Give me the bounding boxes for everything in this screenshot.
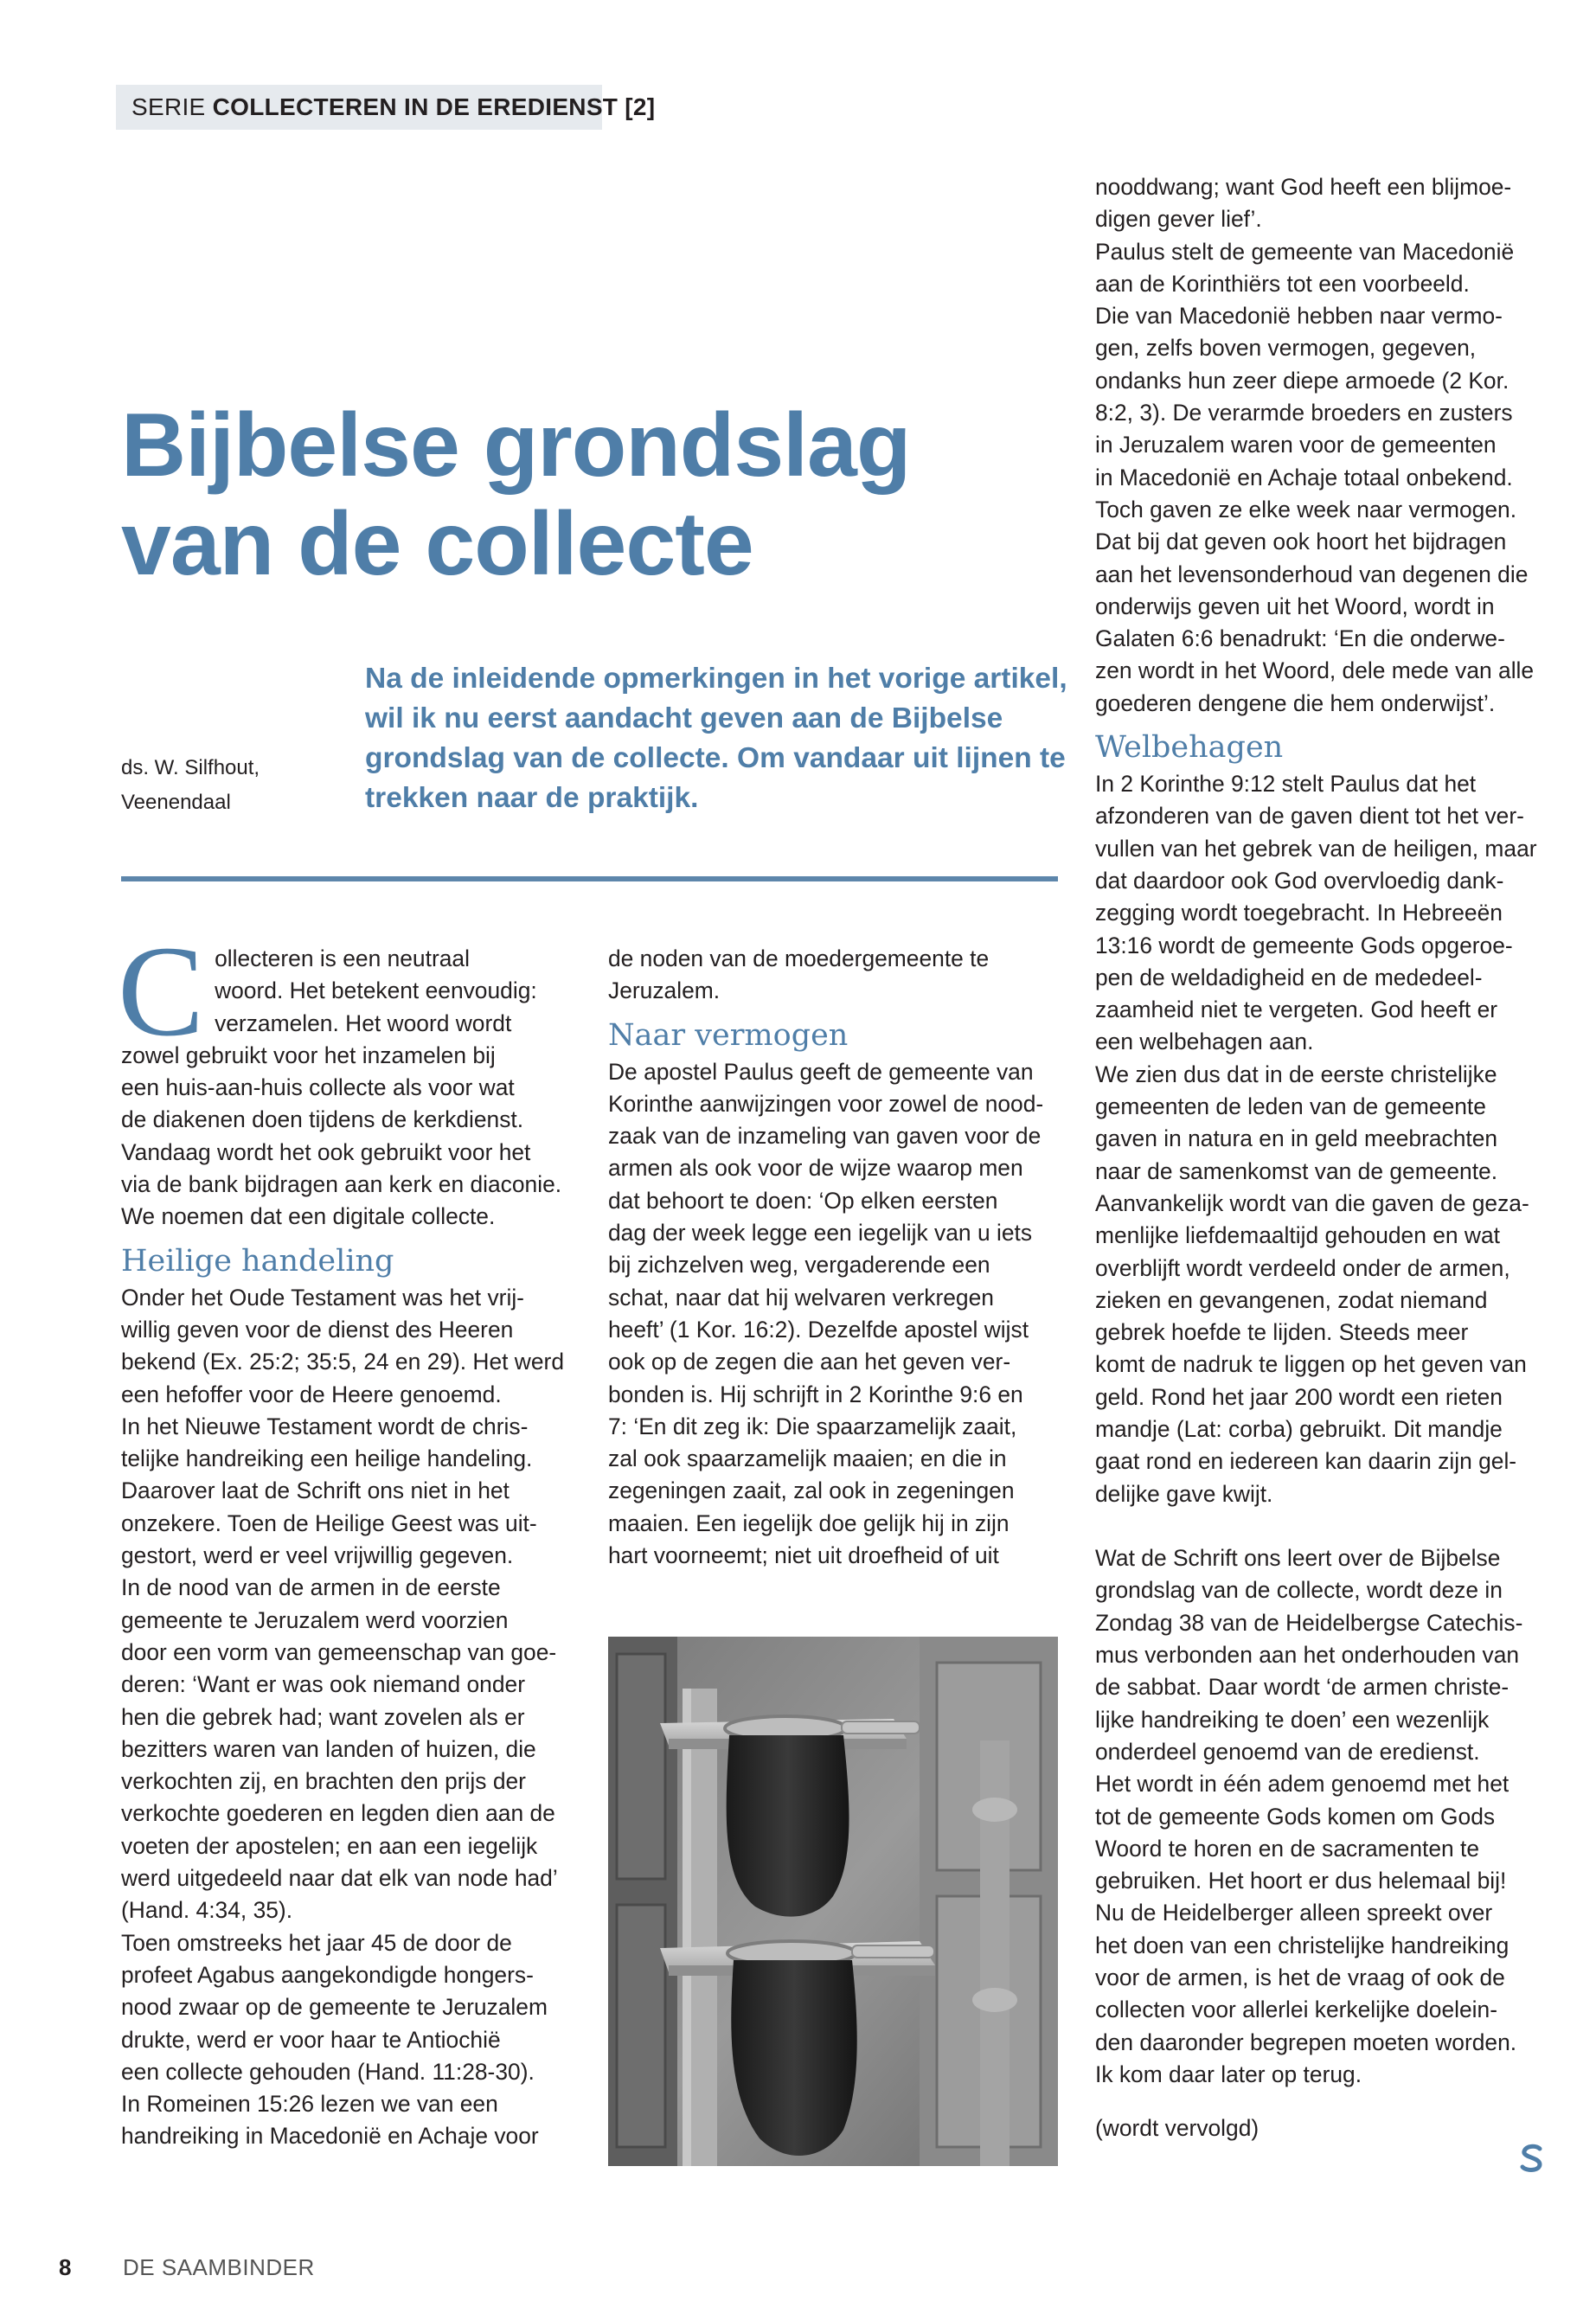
series-prefix: SERIE (131, 93, 206, 120)
text-line: De apostel Paulus geeft de gemeente van (608, 1058, 1034, 1085)
subheading-welbehagen: Welbehagen (1095, 730, 1284, 766)
text-line: woord. Het betekent eenvoudig: (215, 977, 537, 1004)
column-3 (1095, 171, 1554, 2145)
text-line: in Macedonië en Achaje totaal onbekend. (1095, 464, 1513, 490)
text-line: onderwijs geven uit het Woord, wordt in (1095, 593, 1495, 619)
text-line: gebruiken. Het hoort er dus helemaal bij! (1095, 1868, 1507, 1894)
text-line: We zien dus dat in de eerste christelijke (1095, 1061, 1497, 1087)
col1-paragraph-2 (121, 1282, 571, 2153)
text-line: geld. Rond het jaar 200 wordt een rieten (1095, 1383, 1503, 1410)
intro-line: trekken naar de praktijk. (365, 782, 699, 814)
text-line: lijke handreiking te doen’ een wezenlijk (1095, 1706, 1490, 1733)
text-line: de diakenen doen tijdens de kerkdienst. (121, 1106, 524, 1133)
text-line: Daarover laat de Schrift ons niet in het (121, 1477, 510, 1504)
col2-paragraph-1 (608, 943, 1058, 1008)
article-intro (365, 659, 1067, 818)
magazine-name: DE SAAMBINDER (123, 2254, 315, 2280)
text-line: bekend (Ex. 25:2; 35:5, 24 en 29). Het werd (121, 1349, 565, 1375)
text-line: In het Nieuwe Testament wordt de chris- (121, 1413, 529, 1439)
text-line: zowel gebruikt voor het inzamelen bij (121, 1042, 496, 1068)
text-line: (Hand. 4:34, 35). (121, 1897, 293, 1924)
text-line: bezitters waren van landen of huizen, die (121, 1735, 536, 1762)
text-line: een collecte gehouden (Hand. 11:28-30). (121, 2058, 535, 2085)
text-line: zegging wordt toegebracht. In Hebreeën (1095, 900, 1503, 926)
text-line: telijke handreiking een heilige handeling. (121, 1445, 533, 1472)
text-line: verzamelen. Het woord wordt (215, 1009, 512, 1036)
text-line: gaven in natura en in geld meebrachten (1095, 1125, 1498, 1152)
text-line: Nu de Heidelberger alleen spreekt over (1095, 1900, 1493, 1926)
text-line: menlijke liefdemaaltijd gehouden en wat (1095, 1222, 1500, 1249)
text-line: In 2 Korinthe 9:12 stelt Paulus dat het (1095, 771, 1477, 798)
text-line: mus verbonden aan het onderhouden van (1095, 1642, 1520, 1669)
paragraph-gap (1095, 2091, 1554, 2112)
drop-cap: C (118, 920, 205, 1063)
intro-line: Na de inleidende opmerkingen in het vorige artikel, (365, 663, 1067, 695)
text-line: ondanks hun zeer diepe armoede (2 Kor. (1095, 367, 1509, 394)
text-line: ook op de zegen die aan het geven ver- (608, 1349, 1011, 1375)
text-line: een welbehagen aan. (1095, 1029, 1314, 1055)
text-line: nood zwaar op de gemeente te Jeruzalem (121, 1994, 548, 2021)
text-line: gaat rond en iedereen kan daarin zijn gel- (1095, 1448, 1517, 1475)
collection-bags-photo (608, 1637, 1058, 2166)
text-line: aan het levensonderhoud van degenen die (1095, 561, 1529, 587)
text-line: Ik kom daar later op terug. (1095, 2061, 1362, 2087)
text-line: Zondag 38 van de Heidelbergse Catechis- (1095, 1609, 1523, 1636)
series-tag (116, 85, 656, 130)
text-line: via de bank bijdragen aan kerk en diaconie. (121, 1171, 562, 1198)
text-line: een huis-aan-huis collecte als voor wat (121, 1074, 515, 1101)
text-line: gemeente te Jeruzalem werd voorzien (121, 1606, 509, 1633)
text-line: Die van Macedonië hebben naar vermo- (1095, 303, 1503, 330)
text-line: nooddwang; want God heeft een blijmoe- (1095, 174, 1512, 200)
author-byline (121, 751, 346, 820)
text-line: gemeenten de leden van de gemeente (1095, 1093, 1486, 1120)
text-line: de noden van de moedergemeente te (608, 945, 990, 971)
text-line: In de nood van de armen in de eerste (121, 1574, 501, 1601)
intro-line: grondslag van de collecte. Om vandaar uit lijnen te (365, 742, 1066, 774)
text-line: Woord te horen en de sacramenten te (1095, 1835, 1480, 1862)
title-line: Bijbelse grondslag (121, 395, 911, 496)
article-title (121, 396, 1029, 593)
text-line: tot de gemeente Gods komen om Gods (1095, 1803, 1496, 1830)
text-line: vullen van het gebrek van de heiligen, maar (1095, 835, 1537, 862)
text-line: Toen omstreeks het jaar 45 de door de (121, 1929, 512, 1956)
text-line: 8:2, 3). De verarmde broeders en zusters (1095, 400, 1513, 426)
text-line: de sabbat. Daar wordt ‘de armen christe- (1095, 1674, 1509, 1701)
text-line: zaak van de inzameling van gaven voor de (608, 1123, 1042, 1150)
page-number: 8 (59, 2254, 72, 2280)
text-line: ollecteren is een neutraal (215, 945, 470, 971)
text-line: naar de samenkomst van de gemeente. (1095, 1157, 1498, 1184)
text-line: Wat de Schrift ons leert over de Bijbelse (1095, 1545, 1501, 1572)
text-line: den daaronder begrepen moeten worden. (1095, 2029, 1517, 2055)
text-line: bij zichzelven weg, vergaderende een (608, 1252, 990, 1279)
col3-paragraph-2 (1095, 768, 1554, 1510)
text-line: willig geven voor de dienst des Heeren (121, 1316, 514, 1343)
text-line: het doen van een christelijke handreiking (1095, 1932, 1509, 1958)
text-line: maaien. Een iegelijk doe gelijk hij in zijn (608, 1509, 1010, 1536)
text-line: In Romeinen 15:26 lezen we van een (121, 2091, 498, 2118)
text-line: profeet Agabus aangekondigde hongers- (121, 1961, 534, 1988)
text-line: zal ook spaarzamelijk maaien; en die in (608, 1445, 1007, 1472)
text-line: zegeningen zaait, zal ook in zegeningen (608, 1477, 1015, 1504)
text-line: Jeruzalem. (608, 977, 721, 1004)
text-line: in Jeruzalem waren voor de gemeenten (1095, 432, 1497, 458)
text-line: goederen dengene die hem onderwijst’. (1095, 689, 1496, 716)
text-line: zieken en gevangenen, zodat niemand (1095, 1286, 1488, 1313)
text-line: Toch gaven ze elke week naar vermogen. (1095, 496, 1517, 522)
text-line: Dat bij dat geven ook hoort het bijdragen (1095, 529, 1507, 555)
to-be-continued: (wordt vervolgd) (1095, 2115, 1259, 2142)
text-line: armen als ook voor de wijze waarop men (608, 1155, 1023, 1182)
text-line: deren: ‘Want er was ook niemand onder (121, 1671, 525, 1698)
text-line: dat daardoor ook God overvloedig dank- (1095, 867, 1504, 894)
author-location: Veenendaal (121, 791, 231, 814)
text-line: een hefoffer voor de Heere genoemd. (121, 1381, 502, 1407)
series-title: COLLECTEREN IN DE EREDIENST [2] (212, 93, 656, 120)
col3-paragraph-1 (1095, 171, 1554, 720)
text-line: Aanvankelijk wordt van die gaven de geza- (1095, 1189, 1529, 1216)
text-line: heeft’ (1 Kor. 16:2). Dezelfde apostel wijst (608, 1316, 1029, 1343)
text-line: grondslag van de collecte, wordt deze in (1095, 1577, 1503, 1604)
text-line: bonden is. Hij schrijft in 2 Korinthe 9:6 en (608, 1381, 1023, 1407)
text-line: verkochten zij, en brachten den prijs der (121, 1768, 526, 1795)
column-2 (608, 943, 1058, 1572)
intro-line: wil ik nu eerst aandacht geven aan de Bijbelse (365, 702, 1003, 734)
text-line: dat behoort te doen: ‘Op elken eersten (608, 1187, 998, 1214)
author-name: ds. W. Silfhout, (121, 756, 260, 779)
divider-rule (121, 876, 1058, 881)
column-1 (118, 920, 571, 2153)
text-line: schat, naar dat hij welvaren verkregen (608, 1284, 994, 1311)
saambinder-s-logo-icon (1519, 2144, 1545, 2173)
text-line: mandje (Lat: corba) gebruikt. Dit mandje (1095, 1415, 1503, 1442)
text-line: pen de weldadigheid en de mededeel- (1095, 964, 1483, 990)
text-line: 13:16 wordt de gemeente Gods opgeroe- (1095, 932, 1513, 958)
text-line: voeten der apostelen; en aan een iegelijk (121, 1832, 538, 1859)
text-line: zaamheid niet te vergeten. God heeft er (1095, 997, 1498, 1023)
text-line: onzekere. Toen de Heilige Geest was uit- (121, 1509, 537, 1536)
text-line: komt de nadruk te liggen op het geven van (1095, 1351, 1527, 1378)
col2-paragraph-2 (608, 1056, 1058, 1573)
paragraph-gap (1095, 1510, 1554, 1542)
text-line: Paulus stelt de gemeente van Macedonië (1095, 238, 1515, 265)
text-line: overblijft wordt verdeeld onder de armen, (1095, 1254, 1510, 1281)
text-line: collecten voor allerlei kerkelijke doelein- (1095, 1997, 1497, 2023)
text-line: Vandaag wordt het ook gebruikt voor het (121, 1138, 531, 1165)
text-line: gen, zelfs boven vermogen, gegeven, (1095, 335, 1477, 362)
text-line: onderdeel genoemd van de eredienst. (1095, 1738, 1480, 1765)
text-line: gestort, werd er veel vrijwillig gegeven. (121, 1542, 514, 1569)
text-line: Galaten 6:6 benadrukt: ‘En die onderwe- (1095, 625, 1505, 652)
text-line: drukte, werd er voor haar te Antiochië (121, 2026, 501, 2053)
text-line: door een vorm van gemeenschap van goe- (121, 1638, 557, 1665)
text-line: zen wordt in het Woord, dele mede van alle (1095, 657, 1535, 684)
text-line: hen die gebrek had; want zovelen als er (121, 1703, 525, 1730)
text-line: We noemen dat een digitale collecte. (121, 1203, 496, 1230)
subheading-naar-vermogen: Naar vermogen (608, 1017, 849, 1053)
text-line: dag der week legge een iegelijk van u iets (608, 1220, 1033, 1247)
text-line: gebrek hoefde te lijden. Steeds meer (1095, 1319, 1469, 1346)
text-line: Korinthe aanwijzingen voor zowel de nood- (608, 1090, 1044, 1117)
text-line: handreiking in Macedonië en Achaje voor (121, 2123, 539, 2150)
text-line: aan de Korinthiërs tot een voorbeeld. (1095, 270, 1470, 297)
subheading-heilige-handeling: Heilige handeling (121, 1243, 394, 1279)
text-line: afzonderen van de gaven dient tot het ver- (1095, 803, 1524, 830)
text-line: voor de armen, is het de vraag of ook de (1095, 1965, 1505, 1991)
col3-paragraph-3 (1095, 1542, 1554, 2091)
text-line: Het wordt in één adem genoemd met het (1095, 1771, 1509, 1798)
text-line: verkochte goederen en legden dien aan de (121, 1800, 555, 1827)
text-line: hart voorneemt; niet uit droefheid of uit (608, 1542, 999, 1569)
text-line: digen gever lief’. (1095, 206, 1262, 233)
text-line: Onder het Oude Testament was het vrij- (121, 1284, 524, 1311)
text-line: 7: ‘En dit zeg ik: Die spaarzamelijk zaait, (608, 1413, 1017, 1439)
text-line: werd uitgedeeld naar dat elk van node had’ (121, 1865, 558, 1892)
title-line: van de collecte (121, 494, 753, 594)
text-line: delijke gave kwijt. (1095, 1480, 1273, 1507)
